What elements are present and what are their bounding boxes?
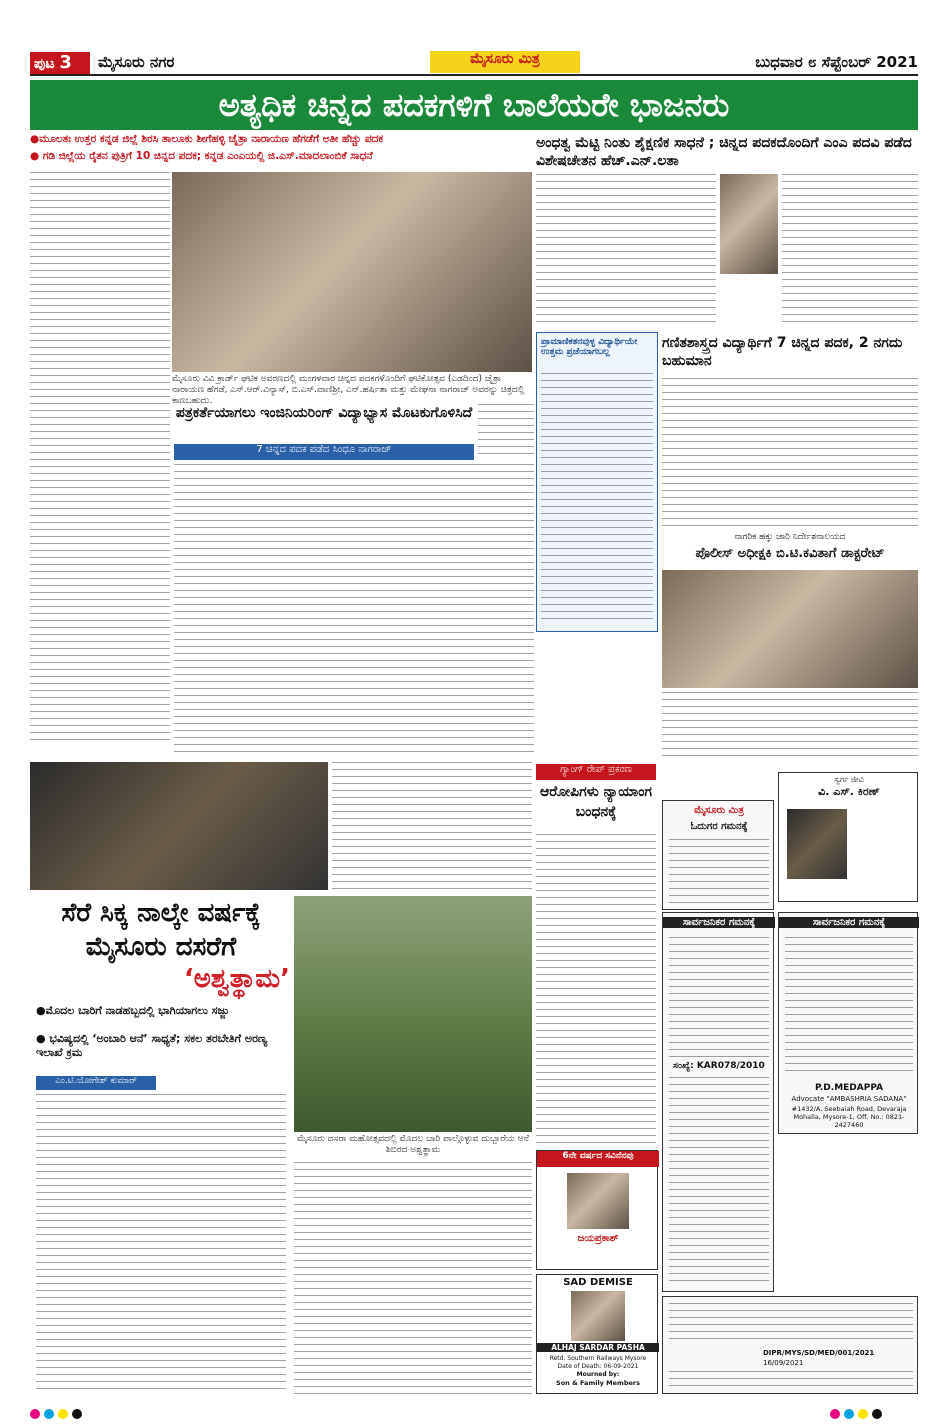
event-photo — [30, 762, 328, 890]
doctorate-body — [662, 692, 918, 762]
ashwatthama-photo-caption: ಮೈಸೂರು ದಸರಾ ಮಹೋತ್ಸವದಲ್ಲಿ ಮೊದಲ ಬಾರಿ ಪಾಲ್ಗೊಳ್ಳುವ ದುಬ್ಬಾರೆಯ ಆನೆ ಶಿಬಿರದ ಅಶ್ವತ್ಥಾಮ — [297, 1134, 529, 1155]
gang-tag: ಗ್ಯಾಂಗ್ ರೇಪ್ ಪ್ರಕರಣ — [536, 764, 656, 780]
govt-ad — [662, 1296, 918, 1394]
notice-2-address: #1432/A, Seebaiah Road, Devaraja Mohalla, Mysore-1, Off. No.: 0821-2427460 — [791, 1105, 907, 1129]
tribute-photo — [787, 809, 847, 879]
mitra-ad-title: ಮೈಸೂರು ಮಿತ್ರ — [694, 805, 744, 816]
page-number: 3 — [59, 52, 72, 73]
demise-photo — [571, 1291, 625, 1341]
anniversary-tag: 6ನೇ ವರ್ಷದ ಸವಿನೆನಪು — [537, 1151, 659, 1167]
page-header — [30, 50, 918, 76]
notice-1-body-top — [669, 937, 769, 1057]
banner-bullet-2: ● ಗಡಿ ಜಿಲ್ಲೆಯ ರೈತನ ಪುತ್ರಿಗೆ 10 ಚಿನ್ನದ ಪದಕ; ಕನ್ನಡ ಎಂಎಯಲ್ಲಿ ಜಿ.ಎಸ್.ಮಾದಲಾಂಬಿಕೆ ಸಾಧನೆ — [30, 150, 373, 162]
dasara-headline: ಸೆರೆ ಸಿಕ್ಕ ನಾಲ್ಕೇ ವರ್ಷಕ್ಕೆ ಮೈಸೂರು ದಸರೆಗೆ — [61, 898, 261, 962]
graduates-photo — [172, 172, 532, 372]
dasara-byline: ಎಂ.ಟಿ.ಯೋಗೇಶ್ ಕುಮಾರ್ — [36, 1076, 156, 1090]
dasara-body-2 — [294, 1162, 532, 1394]
doctorate-tag: ನಾಗರಿಕ ಹಕ್ಕು ಜಾರಿ ನಿರ್ದೇಶನಾಲಯದ — [734, 532, 846, 542]
event-caption-body — [332, 762, 532, 890]
anniversary-box — [536, 1150, 658, 1270]
journalism-subhead: 7 ಚಿನ್ನದ ಪದಕ ಪಡೆದ ಸಿಂಧೂ ನಾಗರಾಜ್ — [174, 444, 474, 460]
demise-name: ALHAJ SARDAR PASHA — [537, 1343, 659, 1352]
demise-box — [536, 1274, 658, 1394]
page-label-text: ಪುಟ — [34, 56, 55, 72]
graduates-photo-caption: ಮೈಸೂರು ವಿವಿ ಕ್ರಾರ್ಡ್ ಘಟಿಕ ಅವರಣದಲ್ಲಿ ಮಂಗಳವಾರ ಚಿನ್ನದ ಪದಕಗಳೊಂದಿಗೆ ಘಟಿಕೋತ್ಸವ (ಎಡದಿಂದ) ಚೈತ್ರಾ ನಾರಾಯಣ ಹೆಗಡೆ, ಎಸ್.ಆರ್.ವಿನ್ಯಾಸ್, ಬಿ.ಎಸ್.ವಾಣಿಶ್ರೀ, ಎನ್.ಹರ್ಷಿತಾ ಮತ್ತು ಮೇಘನಾ ನಾಗರಾಜ್ ಅವರನ್ನು ಚಿತ್ರದಲ್ಲಿ ಕಾಣಬಹುದು. — [172, 374, 525, 406]
demise-line-2: Date of Death: 06-09-2021 — [557, 1363, 639, 1370]
notice-1 — [662, 912, 774, 1292]
govt-ad-body-bottom — [669, 1371, 913, 1389]
dasara-bullet-2: ● ಭವಿಷ್ಯದಲ್ಲಿ ‘ಅಂಬಾರಿ ಆನೆ’ ಸಾಧ್ಯತೆ; ಸಕಲ ತರಬೇತಿಗೆ ಅರಣ್ಯ ಇಲಾಖೆ ಕ್ರಮ — [36, 1032, 268, 1059]
tribute-box — [778, 772, 918, 902]
footer-registration-left — [30, 1404, 130, 1416]
journalism-body — [174, 464, 534, 754]
doctorate-photo — [662, 570, 918, 688]
article-column-left — [30, 172, 170, 742]
anniversary-photo — [567, 1173, 629, 1229]
anniversary-name: ಜಯಪ್ರಕಾಶ್ — [577, 1233, 619, 1244]
math-body — [662, 378, 918, 528]
section-name: ಮೈಸೂರು ನಗರ — [98, 53, 175, 71]
ashwatthama-photo — [294, 896, 532, 1132]
gang-body — [536, 834, 656, 1146]
math-headline: ಗಣಿತಶಾಸ್ತ್ರದ ವಿದ್ಯಾರ್ಥಿಗೆ 7 ಚಿನ್ನದ ಪದಕ, 2 ನಗದು ಬಹುಮಾನ — [662, 335, 903, 369]
demise-line-1: Retd. Southern Railways Mysore — [549, 1355, 647, 1362]
latha-body-right — [782, 174, 918, 324]
demise-mourned: Mourned by: — [576, 1371, 620, 1378]
masthead: ಮೈಸೂರು ಮಿತ್ರ — [430, 51, 580, 73]
notice-2-advocate-title: Advocate "AMBASHRIA SADANA" — [791, 1095, 907, 1103]
dasara-body — [36, 1094, 286, 1394]
note-box — [536, 332, 658, 632]
notice-2-advocate-name: P.D.MEDAPPA — [814, 1083, 884, 1093]
mitra-ad-body — [669, 839, 769, 905]
page-date: ಬುಧವಾರ ೮ ಸೆಪ್ಟೆಂಬರ್ 2021 — [755, 53, 918, 71]
notice-2-body — [785, 937, 913, 1077]
journalism-body-extra — [478, 404, 534, 460]
demise-title: SAD DEMISE — [563, 1277, 633, 1288]
latha-photo — [720, 174, 778, 274]
note-box-text: ಪ್ರಾಮಾಣಿಕತನವುಳ್ಳ ವಿದ್ಯಾರ್ಥಿಯೇ ಉತ್ತಮ ಪ್ರಜೆಯಾಗಬಲ್ಲ — [541, 337, 638, 357]
notice-2-title: ಸಾರ್ವಜನಿಕರ ಗಮನಕ್ಕೆ — [779, 917, 919, 928]
demise-family: Son & Family Members — [556, 1379, 640, 1387]
latha-headline: ಅಂಧತ್ವ ಮೆಟ್ಟಿ ನಿಂತು ಶೈಕ್ಷಣಿಕ ಸಾಧನೆ ; ಚಿನ್ನದ ಪದಕದೊಂದಿಗೆ ಎಂಎ ಪದವಿ ಪಡೆದ ವಿಶೇಷಚೇತನ ಹೆಚ್.ಎನ್.ಲತಾ — [536, 135, 912, 169]
mitra-ad — [662, 800, 774, 910]
journalism-headline: ಪತ್ರಕರ್ತೆಯಾಗಲು ಇಂಜಿನಿಯರಿಂಗ್ ವಿದ್ಯಾಭ್ಯಾಸ ಮೊಟಕುಗೊಳಿಸಿದೆ — [175, 405, 473, 421]
footer-registration-right — [830, 1404, 930, 1416]
govt-ad-body-top — [669, 1303, 913, 1343]
tribute-tag: ಸ್ವರ್ಗ ಜೀವಿ — [834, 775, 864, 784]
banner-headline: ಅತ್ಯಧಿಕ ಚಿನ್ನದ ಪದಕಗಳಿಗೆ ಬಾಲೆಯರೇ ಭಾಜನರು — [218, 86, 730, 124]
notice-2 — [778, 912, 918, 1134]
govt-ad-code: DIPR/MYS/SD/MED/001/2021 — [763, 1349, 875, 1357]
tribute-name: ವಿ. ಎಸ್. ಕಿರಣ್ — [818, 785, 880, 798]
banner-bullet-1: ●ಮೂಲತಃ ಉತ್ತರ ಕನ್ನಡ ಜಿಲ್ಲೆ ಶಿರಸಿ ತಾಲೂಕು ಶೀಗೆಹಳ್ಳಿ ಚೈತ್ರಾ ನಾರಾಯಣ ಹೆಗಡೆಗೆ ಅತೀ ಹೆಚ್ಚು ಪದಕ — [30, 133, 384, 145]
mitra-ad-subtitle: ಓದುಗರ ಗಮನಕ್ಕೆ — [690, 821, 748, 832]
dasara-bullet-1: ●ಮೊದಲ ಬಾರಿಗೆ ನಾಡಹಬ್ಬದಲ್ಲಿ ಭಾಗಿಯಾಗಲು ಸಜ್ಜು — [36, 1004, 230, 1017]
govt-ad-date: 16/09/2021 — [763, 1359, 804, 1367]
latha-body-left — [536, 174, 716, 324]
banner-headline-box — [30, 80, 918, 130]
notice-1-code: ಸಂಖ್ಯೆ: KAR078/2010 — [673, 1061, 765, 1071]
note-box-body — [541, 373, 653, 623]
dasara-name: ‘ಅಶ್ವತ್ಥಾಮ’ — [183, 964, 290, 994]
page-label — [30, 52, 90, 74]
gang-headline: ಆರೋಪಿಗಳು ನ್ಯಾಯಾಂಗ ಬಂಧನಕ್ಕೆ — [539, 784, 652, 820]
notice-1-title: ಸಾರ್ವಜನಿಕರ ಗಮನಕ್ಕೆ — [663, 917, 775, 928]
notice-1-body — [669, 1077, 769, 1287]
doctorate-headline: ಪೊಲೀಸ್ ಅಧೀಕ್ಷಕಿ ಬಿ.ಟಿ.ಕವಿತಾಗೆ ಡಾಕ್ಟರೇಟ್ — [695, 546, 885, 561]
